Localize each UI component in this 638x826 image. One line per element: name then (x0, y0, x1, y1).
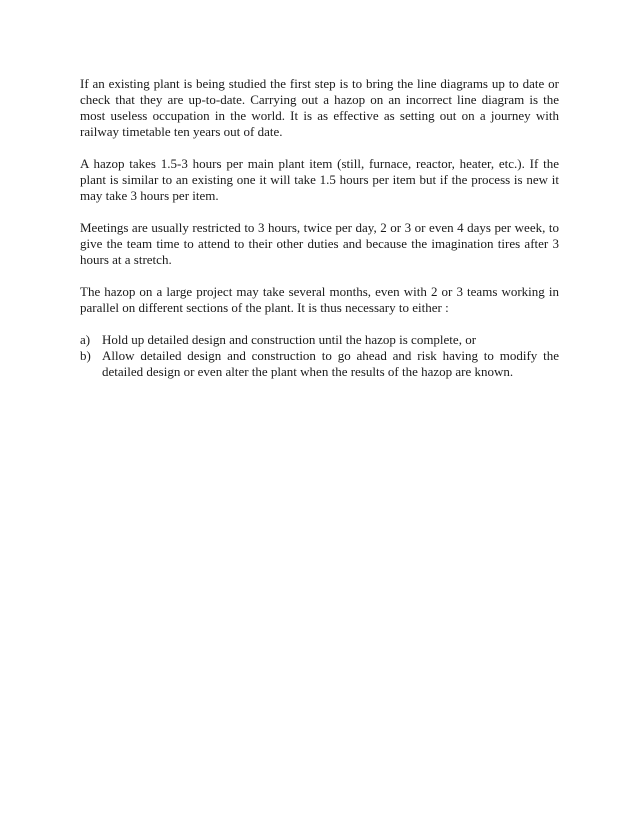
paragraph-meeting-schedule: Meetings are usually restricted to 3 hours, twice per day, 2 or 3 or even 4 days per week, to give the team time to attend to their other duties and because the imagination tires after 3 hours at a stretch. (80, 220, 559, 267)
list-item-marker: b) (80, 348, 91, 363)
paragraph-large-project: The hazop on a large project may take several months, even with 2 or 3 teams working in parallel on different sections of the plant. It is thus necessary to either : (80, 284, 559, 315)
list-item-text: Hold up detailed design and construction until the hazop is complete, or (102, 332, 477, 347)
list-item (80, 332, 559, 348)
options-list (80, 332, 559, 380)
list-item-text: Allow detailed design and construction to go ahead and risk having to modify the detailed design or even alter the plant when the results of the hazop are known. (102, 348, 559, 379)
list-item-marker: a) (80, 332, 91, 347)
paragraph-update-diagrams: If an existing plant is being studied the first step is to bring the line diagrams up to date or check that they are up-to-date. Carrying out a hazop on an incorrect line diagram is the most useless occupation in the world. It is as effective as setting out on a journey with railway timetable ten years out of date. (80, 76, 559, 139)
list-item (80, 348, 559, 380)
paragraph-hazop-duration: A hazop takes 1.5-3 hours per main plant item (still, furnace, reactor, heater, etc.). If the plant is similar to an existing one it will take 1.5 hours per item but if the process is new it may take 3 hours per item. (80, 156, 559, 203)
document-body (80, 76, 559, 380)
